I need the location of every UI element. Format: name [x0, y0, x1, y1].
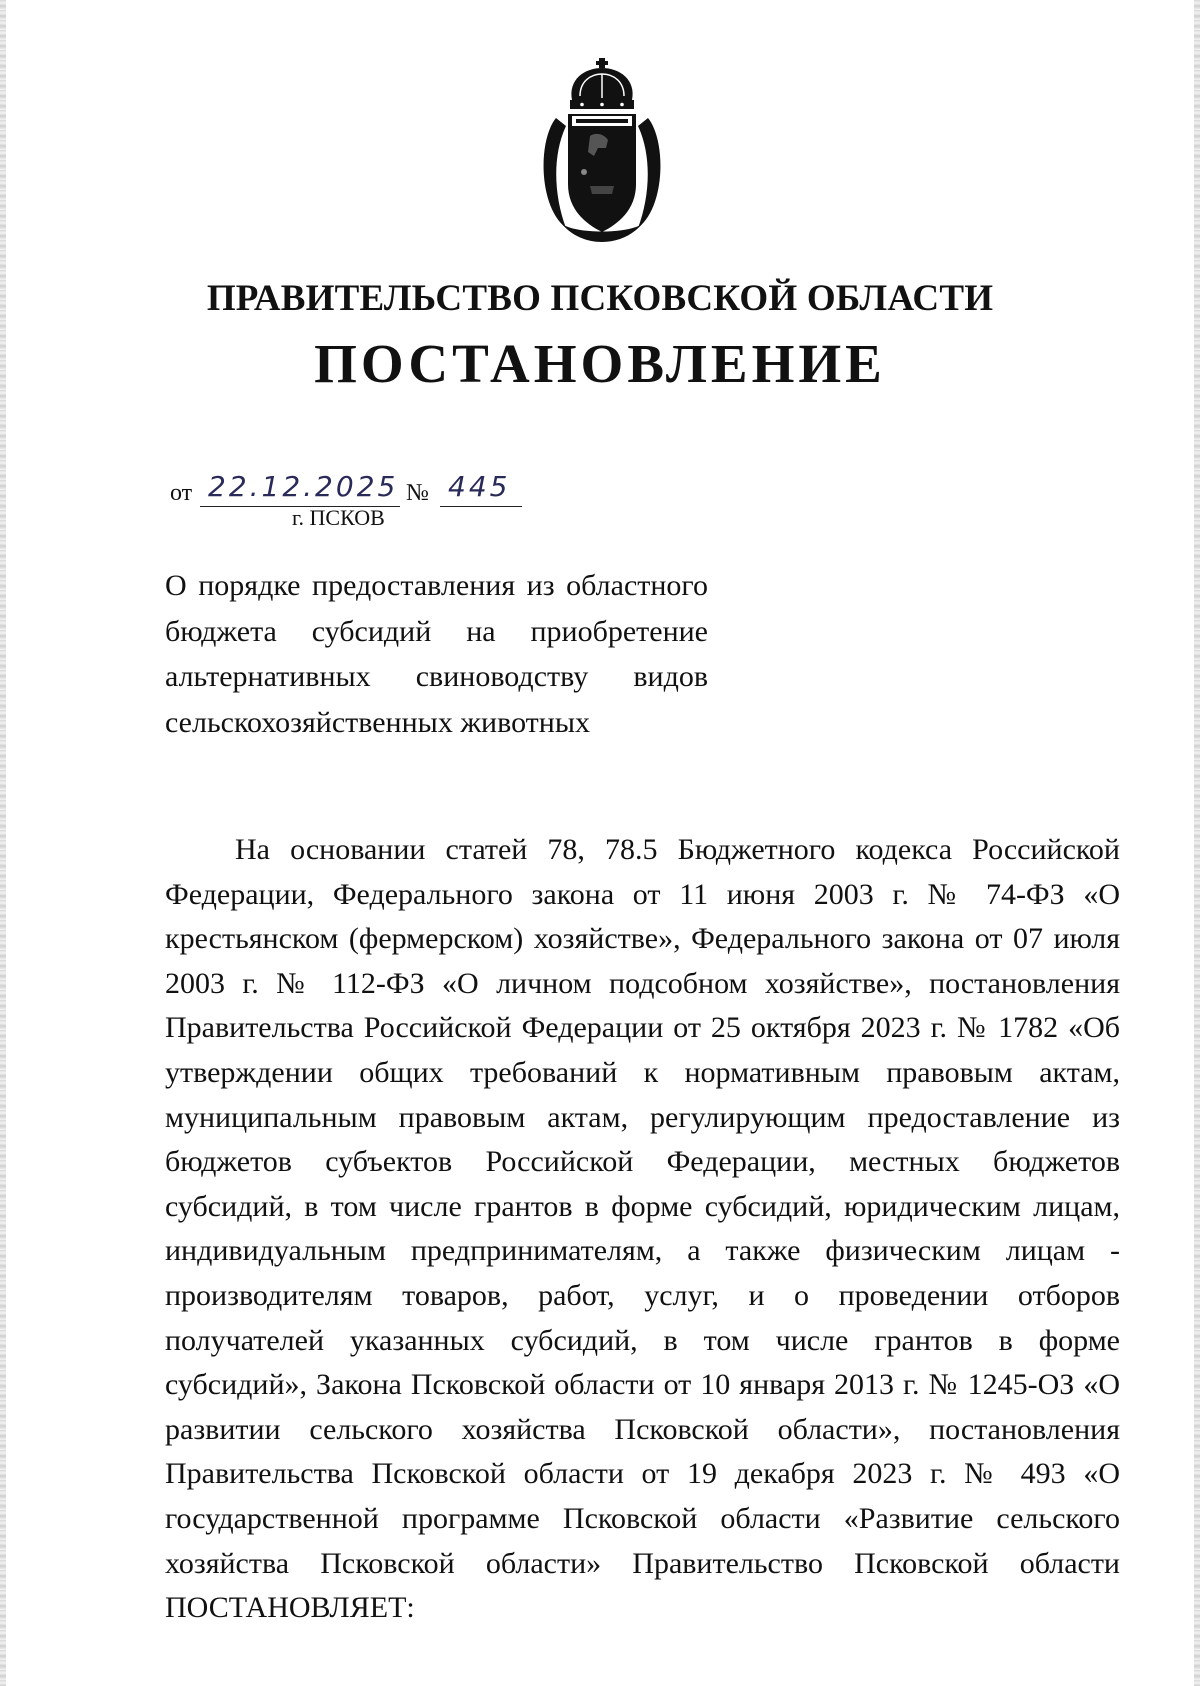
coat-of-arms-icon: [532, 56, 672, 246]
document-type-title: ПОСТАНОВЛЕНИЕ: [314, 333, 886, 394]
date-prefix: от: [170, 480, 193, 506]
number-sign: №: [406, 480, 429, 506]
city-label: г. ПСКОВ: [292, 505, 385, 530]
document-subject: О порядке предоставления из областного бюджета субсидий на приобретение альтернативных свиноводству видов сельскохозяйственных животных: [165, 569, 708, 739]
handwritten-number: 445: [448, 470, 511, 503]
scan-edge-left: [0, 0, 6, 1686]
scan-edge-right: [1194, 0, 1200, 1686]
handwritten-date: 22.12.2025: [208, 470, 399, 503]
date-field: [200, 472, 400, 507]
body-paragraph: На основании статей 78, 78.5 Бюджетного кодекса Российской Федерации, Федерального закона от 11 июня 2003 г. № 74-ФЗ «О крестьянском (фермерском) хозяйстве», Федерального закона от 07 июля 2003 г. № 112-ФЗ «О личном подсобном хозяйстве», постановления Правительства Российской Федерации от 25 октября 2023 г. № 1782 «Об утверждении общих требований к нормативным правовым актам, муниципальным правовым актам, регулирующим предоставление из бюджетов субъектов Российской Федерации, местных бюджетов субсидий, в том числе грантов в форме субсидий, юридическим лицам, индивидуальным предпринимателям, а также физическим лицам - производителям товаров, работ, услуг, и о проведении отборов получателей указанных субсидий, в том числе грантов в форме субсидий», Закона Псковской области от 10 января 2013 г. № 1245-ОЗ «О развитии сельского хозяйства Псковской области», постановления Правительства Псковской области от 19 декабря 2023 г. № 493 «О государственной программе Псковской области «Развитие сельского хозяйства Псковской области» Правительство Псковской области ПОСТАНОВЛЯЕТ:: [165, 833, 1120, 1625]
organization-title: ПРАВИТЕЛЬСТВО ПСКОВСКОЙ ОБЛАСТИ: [206, 278, 994, 319]
number-field: [440, 472, 522, 507]
